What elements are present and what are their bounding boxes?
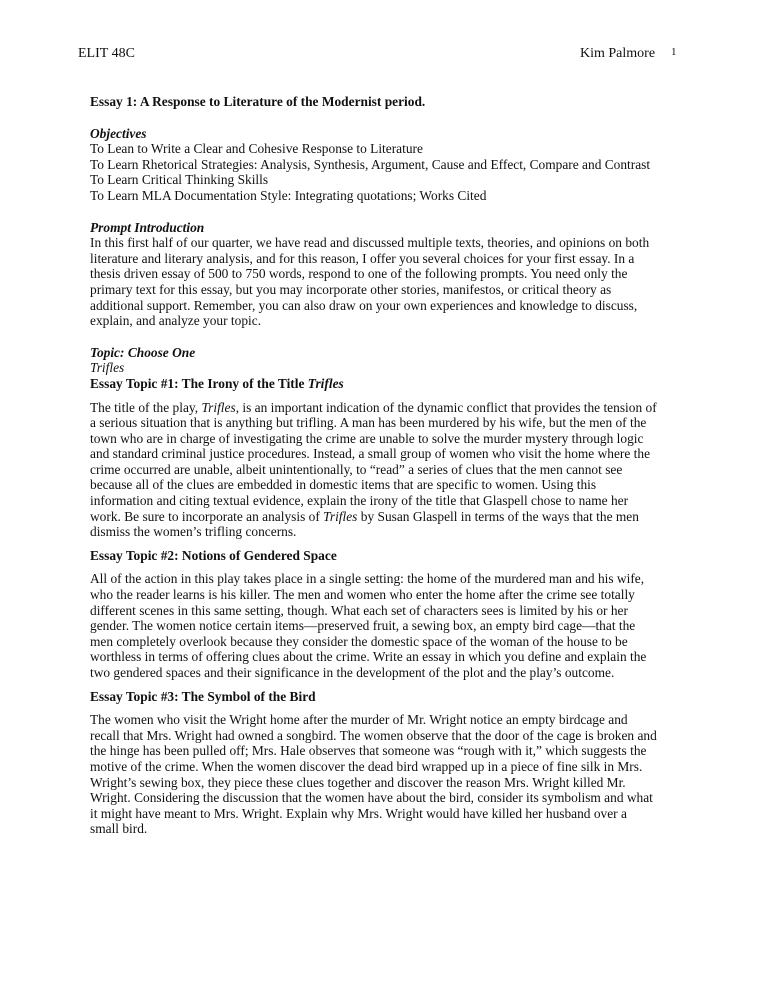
text-fragment: information and citing textual evidence, explain the irony of the title that Glaspell chose to name her [90,493,629,509]
text-fragment: and standard criminal justice procedures. Instead, a small group of women who visit the home where the [90,446,651,462]
paragraph-line: explain, and analyze your topic. [90,313,262,329]
topic2-heading: Essay Topic #2: Notions of Gendered Space [90,547,337,563]
topic-work: Trifles [90,360,125,376]
text-fragment: a serious situation that is anything but trifling. A man has been murdered by his wife, but the men of the [90,415,647,431]
document-body [90,94,680,837]
text-fragment: town who are in charge of investigating the crime are unable to solve the murder mystery through logic [90,430,644,446]
text-fragment: by Susan Glaspell in terms of the ways that the men [357,508,639,524]
paragraph-line: two gendered spaces and their significance in the development of the plot and the play’s outcome. [90,665,615,680]
text-fragment: crime occurred are unable, albeit unintentionally, to “read” a series of clues that the men cannot see [90,461,623,477]
topic3-heading: Essay Topic #3: The Symbol of the Bird [90,688,316,704]
paragraph-line: thesis driven essay of 500 to 750 words, respond to one of the following prompts. You need only the [90,266,628,282]
topic-rest: : Choose One [120,344,196,360]
work-title: Trifles [323,508,358,524]
paragraph-line: small bird. [90,821,148,837]
objective-item: To Learn Critical Thinking Skills [90,172,269,188]
paragraph-line [90,462,680,478]
paragraph-line [90,400,680,416]
objectives-heading: Objectives [90,125,147,141]
page-number: 1 [671,46,677,58]
text-fragment: , is an important indication of the dynamic conflict that provides the tension of [235,399,657,415]
paragraph-line: In this first half of our quarter, we have read and discussed multiple texts, theories, and opinions on both [90,235,650,251]
paragraph-line: Wright. Considering the discussion that the women have about the bird, consider its symbolism and what [90,790,653,806]
essay-title: Essay 1: A Response to Literature of the Modernist period. [90,94,426,109]
header-course: ELIT 48C [78,46,135,61]
paragraph-line: different scenes in this same setting, though. What each set of characters sees is limited by his or her [90,602,628,618]
topic3-paragraph [90,712,680,837]
paragraph-line [90,477,680,493]
objectives-section [90,126,680,204]
paragraph-line: gender. The women notice certain items—preserved fruit, a sewing box, an empty bird cage—that the [90,618,636,634]
paragraph-line: literature and literary analysis, and for this reason, I offer you several choices for your first essay. In a [90,250,635,266]
paragraph-line: additional support. Remember, you can also draw on your own experiences and knowledge to discuss, [90,297,638,313]
paragraph-line: motive of the crime. When the women discover the dead bird wrapped up in a piece of fine silk in Mrs. [90,758,643,774]
paragraph-line: Wright’s sewing box, they piece these clues together and discover the reason Mrs. Wright killed Mr. [90,774,626,790]
paragraph-line: men completely overlook because they consider the domestic space of the woman of the house to be [90,633,628,649]
paragraph-line [90,446,680,462]
paragraph-line: the hinge has been pulled off; Mrs. Hale observes that someone was “rough with it,” which suggests the [90,743,647,759]
prompt-introduction-heading: Prompt Introduction [90,219,205,235]
paragraph-line: All of the action in this play takes place in a single setting: the home of the murdered man and his wife, [90,571,645,587]
paragraph-line: worthless in terms of offering clues about the crime. Write an essay in which you define and explain the [90,649,647,665]
objective-item: To Learn MLA Documentation Style: Integrating quotations; Works Cited [90,187,487,203]
objective-item: To Lean to Write a Clear and Cohesive Response to Literature [90,141,423,157]
paragraph-line [90,431,680,447]
header-author: Kim Palmore [580,46,656,61]
paragraph-line: who the reader learns is his killer. The men and women who enter the home after the crime see totally [90,587,635,603]
topic1-heading [90,376,680,392]
topic2-paragraph [90,571,680,680]
paragraph-line [90,524,680,540]
prompt-introduction-section [90,220,680,329]
topic-section [90,345,680,392]
work-title: Trifles [201,399,236,415]
text-fragment: because all of the clues are embedded in domestic items that are specific to women. Using this [90,477,597,493]
topic-label: Topic [90,344,121,360]
text-fragment: The title of the play, [90,399,202,415]
paragraph-line: The women who visit the Wright home after the murder of Mr. Wright notice an empty birdcage and [90,712,628,728]
topic1-paragraph [90,400,680,540]
paragraph-line [90,509,680,525]
paragraph-line: primary text for this essay, but you may incorporate other stories, manifestos, or critical theory as [90,281,612,297]
topic1-heading-title: Trifles [307,375,344,391]
objective-item: To Learn Rhetorical Strategies: Analysis, Synthesis, Argument, Cause and Effect, Compare and Contrast [90,156,651,172]
paragraph-line [90,415,680,431]
paragraph-line: it might have meant to Mrs. Wright. Explain why Mrs. Wright would have killed her husband over a [90,805,627,821]
topic1-heading-prefix: Essay Topic #1: The Irony of the Title [90,375,308,391]
topic-heading [90,345,680,361]
paragraph-line: recall that Mrs. Wright had owned a songbird. The women observe that the door of the cage is broken and [90,727,657,743]
text-fragment: dismiss the women’s trifling concerns. [90,524,297,540]
text-fragment: work. Be sure to incorporate an analysis of [90,508,324,524]
paragraph-line [90,493,680,509]
